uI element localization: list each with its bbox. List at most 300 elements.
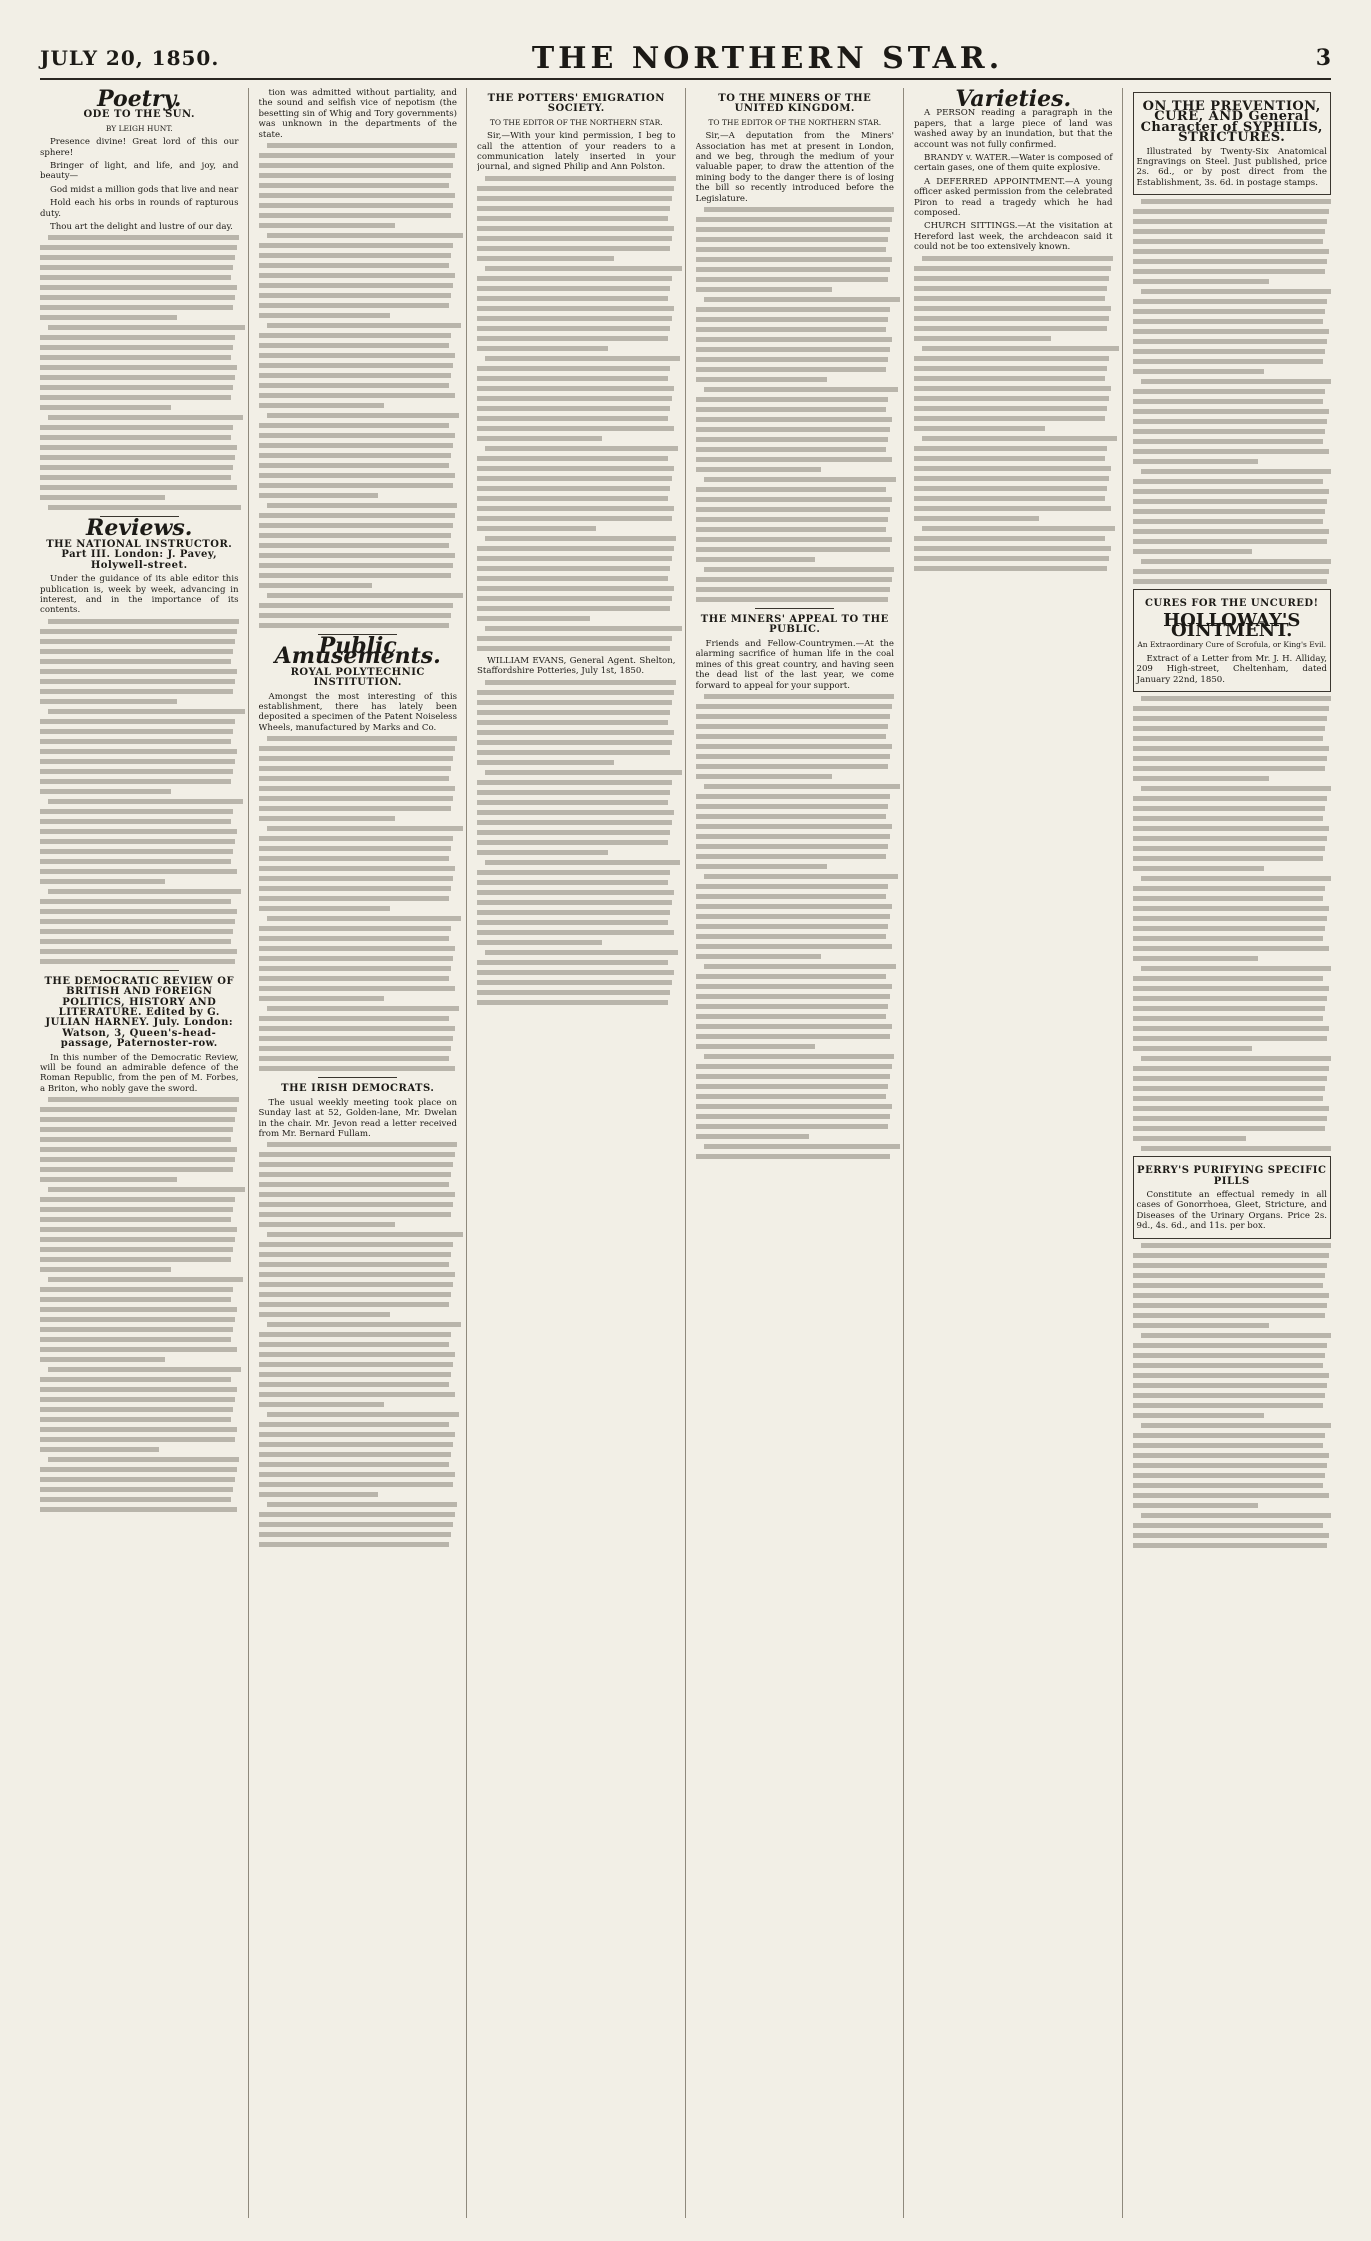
text-line	[477, 760, 614, 765]
text-line	[1133, 389, 1326, 394]
text-line	[259, 766, 452, 771]
text-line	[477, 710, 670, 715]
text-line	[696, 824, 893, 829]
columns	[40, 88, 1331, 2218]
text-line	[259, 806, 452, 811]
text-line	[259, 333, 452, 338]
text-line	[696, 327, 887, 332]
article-body-filler	[259, 736, 458, 1071]
text-line	[1133, 409, 1330, 414]
text-line	[259, 976, 450, 981]
text-line	[40, 495, 165, 500]
text-line	[40, 445, 237, 450]
text-line	[259, 423, 450, 428]
text-line	[914, 486, 1107, 491]
text-line	[696, 704, 893, 709]
text-line	[1133, 1036, 1328, 1041]
text-line	[1133, 726, 1326, 731]
text-line	[1141, 876, 1332, 881]
text-line	[40, 899, 231, 904]
text-line	[259, 1182, 450, 1187]
text-line	[696, 894, 887, 899]
text-line	[40, 1327, 233, 1332]
text-line	[259, 623, 450, 628]
text-line	[1133, 1453, 1330, 1458]
text-line	[40, 315, 177, 320]
text-line	[1133, 886, 1326, 891]
text-line	[477, 596, 672, 601]
text-line	[259, 1292, 452, 1297]
text-line	[40, 1347, 237, 1352]
text-line	[696, 227, 891, 232]
divider	[318, 1077, 397, 1078]
text-line	[696, 1064, 893, 1069]
masthead: THE NORTHERN STAR.	[531, 40, 1004, 76]
review-body-filler	[40, 619, 239, 964]
text-line	[259, 493, 378, 498]
text-line	[259, 303, 450, 308]
text-line	[477, 346, 608, 351]
text-line	[696, 277, 889, 282]
text-line	[259, 876, 454, 881]
text-line	[259, 293, 452, 298]
text-line	[485, 680, 676, 685]
text-line	[259, 273, 456, 278]
text-line	[259, 936, 450, 941]
text-line	[1141, 199, 1332, 204]
text-line	[1133, 866, 1264, 871]
text-line	[696, 934, 887, 939]
text-line	[40, 1297, 231, 1302]
text-line	[1133, 1353, 1326, 1358]
text-line	[914, 496, 1105, 501]
page-header	[40, 38, 1331, 80]
text-line	[259, 373, 452, 378]
text-line	[696, 734, 887, 739]
text-line	[696, 744, 893, 749]
text-line	[477, 690, 674, 695]
text-line	[477, 576, 668, 581]
text-line	[1133, 1303, 1328, 1308]
text-line	[1141, 469, 1332, 474]
text-line	[696, 457, 893, 462]
text-line	[48, 1187, 245, 1192]
text-line	[259, 483, 454, 488]
text-line	[259, 836, 454, 841]
appeal-title: THE MINERS' APPEAL TO THE PUBLIC.	[700, 614, 889, 636]
text-line	[696, 1074, 891, 1079]
variety-item: A DEFERRED APPOINTMENT.—A young officer asked permission from the celebrated Piron to read a tragedy which he had composed.	[914, 176, 1113, 219]
text-line	[696, 794, 891, 799]
text-line	[1133, 1076, 1328, 1081]
text-line	[485, 950, 678, 955]
text-line	[40, 1127, 233, 1132]
text-line	[259, 1362, 454, 1367]
text-line	[267, 736, 458, 741]
text-line	[259, 896, 450, 901]
text-line	[259, 343, 450, 348]
text-line	[40, 275, 231, 280]
text-line	[696, 1134, 809, 1139]
text-line	[40, 1387, 237, 1392]
text-line	[696, 317, 889, 322]
text-line	[40, 879, 165, 884]
text-line	[40, 355, 231, 360]
text-line	[1133, 319, 1324, 324]
text-line	[696, 994, 891, 999]
text-line	[40, 1447, 159, 1452]
text-line	[1133, 926, 1326, 931]
text-line	[1141, 559, 1332, 564]
text-line	[477, 436, 602, 441]
column-5	[914, 88, 1123, 2218]
review-text: In this number of the Democratic Review, will be found an admirable defence of the Roman Republic, from the pen of M. Forbes, a Briton, who nobly gave the sword.	[40, 1052, 239, 1094]
text-line	[914, 376, 1105, 381]
text-line	[704, 477, 897, 482]
text-line	[477, 486, 670, 491]
column-1	[40, 88, 249, 2218]
text-line	[40, 375, 235, 380]
article-body-filler	[259, 1142, 458, 1547]
text-line	[1133, 1046, 1252, 1051]
text-line	[259, 946, 456, 951]
text-line	[696, 287, 833, 292]
text-line	[696, 407, 887, 412]
text-line	[696, 1114, 891, 1119]
text-line	[1133, 339, 1328, 344]
text-line	[696, 527, 887, 532]
text-line	[477, 970, 674, 975]
text-line	[259, 1192, 456, 1197]
text-line	[1133, 706, 1330, 711]
text-line	[696, 1104, 893, 1109]
text-line	[259, 816, 396, 821]
text-line	[704, 1144, 901, 1149]
text-line	[40, 1397, 235, 1402]
article-body-filler	[477, 680, 676, 1005]
text-line	[696, 804, 889, 809]
text-line	[477, 820, 672, 825]
text-line	[477, 496, 668, 501]
text-line	[259, 403, 384, 408]
text-line	[477, 586, 674, 591]
text-line	[477, 276, 672, 281]
text-line	[259, 1382, 450, 1387]
text-line	[914, 286, 1107, 291]
text-line	[696, 257, 893, 262]
text-line	[40, 1467, 237, 1472]
ad-text: Illustrated by Twenty-Six Anatomical Engravings on Steel. Just published, price 2s. 6d., or by post direct from the Establishment, 3s. 6d. in postage stamps.	[1136, 146, 1327, 188]
salutation: TO THE EDITOR OF THE NORTHERN STAR.	[489, 117, 663, 127]
text-line	[40, 819, 231, 824]
text-line	[40, 455, 235, 460]
text-line	[696, 904, 893, 909]
text-line	[1133, 479, 1324, 484]
text-line	[1133, 826, 1330, 831]
text-line	[914, 536, 1105, 541]
variety-item: CHURCH SITTINGS.—At the visitation at Hereford last week, the archdeacon said it could not be too extensively known.	[914, 221, 1113, 253]
text-line	[259, 1392, 456, 1397]
text-line	[696, 377, 827, 382]
text-line	[696, 397, 889, 402]
text-line	[259, 583, 372, 588]
text-line	[477, 526, 596, 531]
text-line	[1133, 916, 1328, 921]
text-line	[696, 1084, 889, 1089]
text-line	[40, 1237, 235, 1242]
text-line	[40, 739, 231, 744]
text-line	[696, 814, 887, 819]
text-line	[259, 563, 454, 568]
text-line	[914, 456, 1105, 461]
advertisement	[1133, 92, 1332, 195]
text-line	[1133, 846, 1326, 851]
text-line	[259, 796, 454, 801]
text-line	[259, 1422, 450, 1427]
text-line	[1133, 796, 1328, 801]
text-line	[914, 556, 1109, 561]
text-line	[696, 914, 891, 919]
text-line	[40, 1167, 233, 1172]
text-line	[477, 1000, 668, 1005]
text-line	[1141, 1513, 1332, 1518]
text-line	[40, 1437, 235, 1442]
text-line	[1133, 1006, 1326, 1011]
text-line	[259, 313, 390, 318]
text-line	[40, 1197, 235, 1202]
text-line	[259, 473, 456, 478]
text-line	[1133, 259, 1328, 264]
text-line	[696, 844, 889, 849]
text-line	[40, 345, 233, 350]
text-line	[477, 750, 670, 755]
text-line	[696, 417, 893, 422]
text-line	[267, 413, 460, 418]
text-line	[477, 556, 672, 561]
text-line	[914, 266, 1111, 271]
text-line	[40, 789, 171, 794]
text-line	[40, 769, 233, 774]
text-line	[1133, 1066, 1330, 1071]
text-line	[259, 746, 456, 751]
text-line	[477, 790, 670, 795]
text-line	[40, 1377, 231, 1382]
text-line	[40, 265, 233, 270]
text-line	[696, 884, 889, 889]
text-line	[1133, 369, 1264, 374]
text-line	[696, 587, 891, 592]
column-3	[477, 88, 686, 2218]
text-line	[477, 840, 668, 845]
text-line	[259, 463, 450, 468]
text-line	[40, 919, 235, 924]
text-line	[259, 253, 452, 258]
text-line	[259, 1482, 454, 1487]
text-line	[477, 296, 668, 301]
issue-date: JULY 20, 1850.	[40, 46, 220, 70]
text-line	[696, 347, 891, 352]
text-line	[40, 929, 233, 934]
variety-item: A PERSON reading a paragraph in the papers, that a large piece of land was washed away by an inundation, but that the account was not fully confirmed.	[914, 108, 1113, 150]
text-line	[477, 246, 670, 251]
text-line	[48, 799, 243, 804]
text-line	[477, 940, 602, 945]
text-line	[40, 859, 231, 864]
text-line	[696, 974, 887, 979]
text-line	[40, 1207, 233, 1212]
text-line	[477, 990, 670, 995]
text-line	[922, 436, 1117, 441]
text-line	[40, 809, 233, 814]
text-line	[477, 516, 672, 521]
ad-title: PERRY'S PURIFYING SPECIFIC PILLS	[1137, 1165, 1327, 1187]
text-line	[1133, 1413, 1264, 1418]
text-line	[259, 1512, 456, 1517]
text-line	[696, 337, 893, 342]
text-line	[477, 406, 670, 411]
text-line	[704, 297, 901, 302]
text-line	[1133, 856, 1324, 861]
poem-line: Bringer of light, and life, and joy, and beauty—	[40, 161, 239, 182]
text-line	[259, 906, 390, 911]
text-line	[704, 1054, 895, 1059]
text-line	[1133, 986, 1330, 991]
text-line	[40, 1337, 231, 1342]
text-line	[267, 1006, 460, 1011]
text-line	[259, 1152, 456, 1157]
text-line	[40, 959, 235, 964]
text-line	[259, 213, 452, 218]
text-line	[1133, 329, 1330, 334]
text-line	[40, 1177, 177, 1182]
text-line	[914, 426, 1045, 431]
text-line	[259, 866, 456, 871]
text-line	[40, 405, 171, 410]
text-line	[477, 186, 674, 191]
text-line	[40, 1247, 233, 1252]
ad-body-filler	[1133, 696, 1332, 1151]
text-line	[485, 176, 676, 181]
text-line	[259, 543, 450, 548]
text-line	[477, 326, 670, 331]
text-line	[914, 416, 1105, 421]
page-number: 3	[1315, 45, 1331, 71]
text-line	[259, 203, 454, 208]
text-line	[1133, 1403, 1324, 1408]
text-line	[477, 880, 668, 885]
text-line	[40, 689, 233, 694]
text-line	[1133, 219, 1328, 224]
text-line	[485, 770, 682, 775]
text-line	[1133, 1126, 1326, 1131]
text-line	[267, 1412, 460, 1417]
text-line	[1133, 1116, 1328, 1121]
ad-body-filler	[1133, 1243, 1332, 1548]
text-line	[40, 365, 237, 370]
text-line	[696, 367, 887, 372]
text-line	[259, 533, 452, 538]
text-line	[259, 1202, 454, 1207]
text-line	[40, 1317, 235, 1322]
text-line	[259, 1442, 454, 1447]
text-line	[259, 283, 454, 288]
text-line	[1133, 716, 1328, 721]
text-line	[696, 237, 889, 242]
text-line	[267, 916, 462, 921]
text-line	[1133, 1026, 1330, 1031]
text-line	[477, 506, 674, 511]
text-line	[1133, 1096, 1324, 1101]
text-line	[1133, 359, 1324, 364]
text-line	[477, 206, 670, 211]
text-line	[914, 296, 1105, 301]
text-line	[259, 1532, 452, 1537]
text-line	[696, 507, 891, 512]
text-line	[914, 506, 1111, 511]
article-text: Sir,—With your kind permission, I beg to call the attention of your readers to a communication lately inserted in your journal, and signed Philip and Ann Polston.	[477, 131, 676, 173]
poem-author: BY LEIGH HUNT.	[105, 123, 173, 133]
text-line	[40, 1477, 235, 1482]
text-line	[1133, 1086, 1326, 1091]
text-line	[922, 526, 1115, 531]
text-line	[48, 325, 245, 330]
text-line	[477, 286, 670, 291]
variety-item: BRANDY v. WATER.—Water is composed of certain gases, one of them quite explosive.	[914, 153, 1113, 174]
text-line	[477, 980, 672, 985]
text-line	[48, 1097, 239, 1102]
text-line	[696, 1154, 891, 1159]
text-line	[1133, 1503, 1258, 1508]
text-line	[1133, 806, 1326, 811]
text-line	[259, 756, 454, 761]
text-line	[259, 1036, 454, 1041]
text-line	[40, 749, 237, 754]
text-line	[477, 426, 674, 431]
text-line	[40, 669, 237, 674]
text-line	[259, 1372, 452, 1377]
text-line	[40, 829, 237, 834]
text-line	[259, 183, 450, 188]
text-line	[259, 1222, 396, 1227]
text-line	[1133, 1463, 1328, 1468]
poetry-heading: Poetry.	[97, 88, 182, 112]
text-line	[259, 553, 456, 558]
text-line	[1133, 209, 1330, 214]
text-line	[259, 243, 454, 248]
salutation: TO THE EDITOR OF THE NORTHERN STAR.	[708, 117, 882, 127]
text-line	[696, 577, 893, 582]
text-line	[922, 346, 1119, 351]
text-line	[696, 217, 893, 222]
text-line	[477, 386, 674, 391]
text-line	[1133, 569, 1330, 574]
text-line	[1133, 1323, 1270, 1328]
text-line	[40, 679, 235, 684]
text-line	[1133, 449, 1330, 454]
text-line	[259, 573, 452, 578]
text-line	[48, 235, 239, 240]
text-line	[477, 416, 668, 421]
text-line	[696, 854, 887, 859]
article-text: Amongst the most interesting of this establishment, there has lately been deposited a specimen of the Patent Noiseless Wheels, manufactured by Marks and Co.	[258, 691, 457, 733]
text-line	[259, 986, 456, 991]
text-line	[696, 537, 893, 542]
text-line	[1133, 439, 1324, 444]
text-line	[1133, 766, 1326, 771]
varieties-heading: Varieties.	[955, 88, 1072, 112]
text-line	[477, 910, 670, 915]
text-line	[1133, 1313, 1326, 1318]
